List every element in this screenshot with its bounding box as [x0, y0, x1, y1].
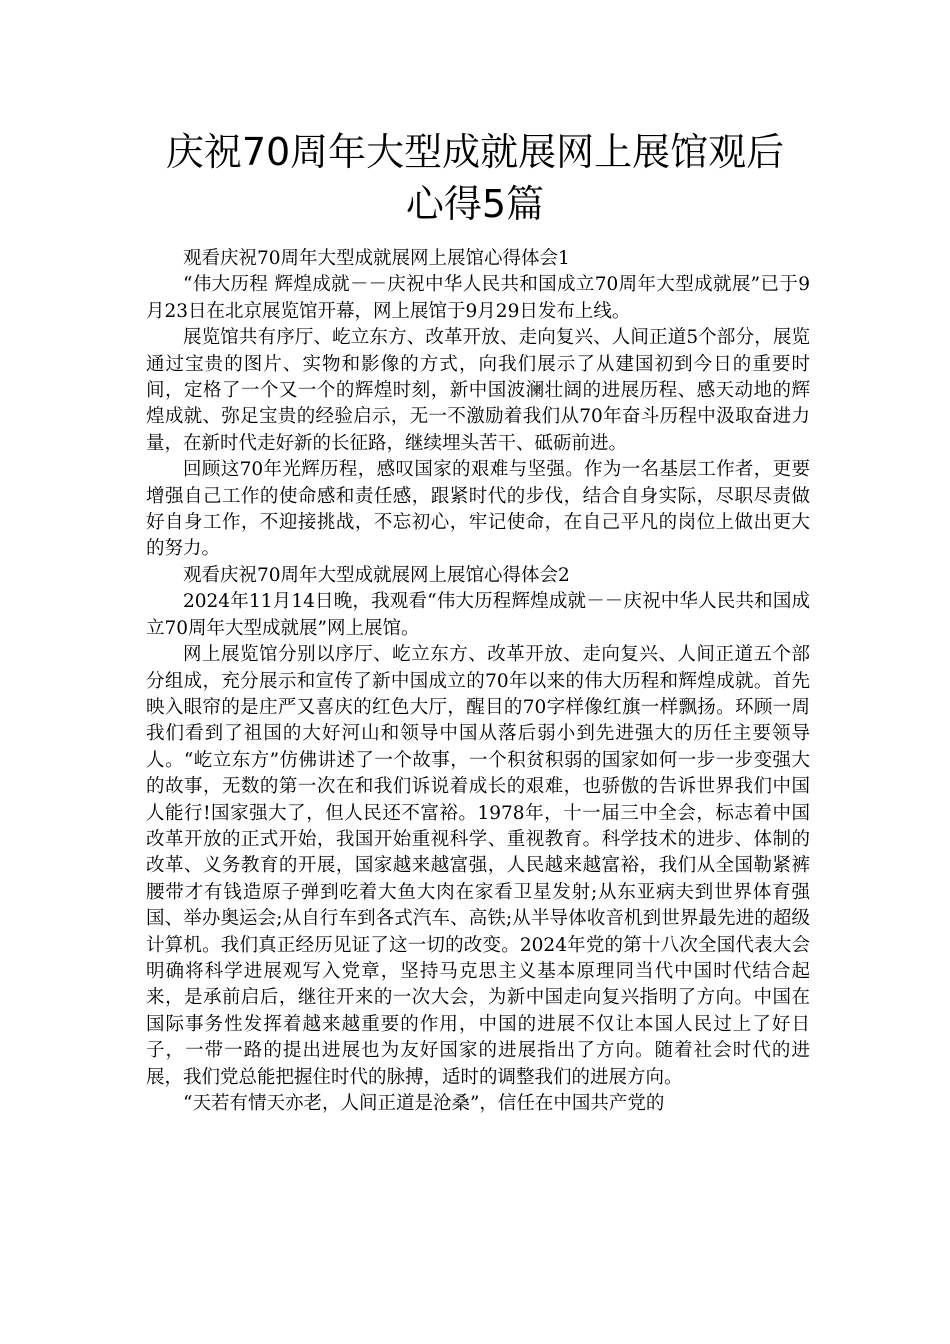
paragraph: 2024年11月14日晚，我观看“伟大历程辉煌成就－－庆祝中华人民共和国成立70周年大型成就展”网上展馆。	[146, 591, 810, 639]
paragraph: “伟大历程 辉煌成就－－庆祝中华人民共和国成立70周年大型成就展”已于9月23日在北京展览馆开幕，网上展馆于9月29日发布上线。	[146, 274, 810, 322]
paragraph: 网上展览馆分别以序厅、屹立东方、改革开放、走向复兴、人间正道五个部分组成，充分展示和宣传了新中国成立的70年以来的伟大历程和辉煌成就。首先映入眼帘的是庄严又喜庆的红色大厅，醒目的70字样像红旗一样飘扬。环顾一周我们看到了祖国的大好河山和领导中国从落后弱小到先进强大的历任主要领导人。“屹立东方”仿佛讲述了一个故事，一个积贫积弱的国家如何一步一步变强大的故事，无数的第一次在和我们诉说着成长的艰难，也骄傲的告诉世界我们中国人能行!国家强大了，但人民还不富裕。1978年，十一届三中全会，标志着中国改革开放的正式开始，我国开始重视科学、重视教育。科学技术的进步、体制的改革、义务教育的开展，国家越来越富强，人民越来越富裕，我们从全国勒紧裤腰带才有钱造原子弹到吃着大鱼大肉在家看卫星发射;从东亚病夫到世界体育强国、举办奥运会;从自行车到各式汽车、高铁;从半导体收音机到世界最先进的超级计算机。我们真正经历见证了这一切的改变。2024年党的第十八次全国代表大会明确将科学进展观写入党章，坚持马克思主义基本原理同当代中国时代结合起来，是承前启后，继往开来的一次大会，为新中国走向复兴指明了方向。中国在国际事务性发挥着越来越重要的作用，中国的进展不仅让本国人民过上了好日子，一带一路的提出进展也为友好国家的进展指出了方向。随着社会时代的进展，我们党总能把握住时代的脉搏，适时的调整我们的进展方向。	[146, 644, 810, 1088]
title-line-1: 庆祝70周年大型成就展网上展馆观后	[165, 130, 785, 174]
paragraph: “天若有情天亦老，人间正道是沧桑”，信任在中国共产党的	[183, 1093, 665, 1114]
section-heading-1: 观看庆祝70周年大型成就展网上展馆心得体会1	[183, 248, 570, 269]
paragraph: 展览馆共有序厅、屹立东方、改革开放、走向复兴、人间正道5个部分，展览通过宝贵的图片、实物和影像的方式，向我们展示了从建国初到今日的重要时间，定格了一个又一个的辉煌时刻，新中国波澜壮阔的进展历程、感天动地的辉煌成就、弥足宝贵的经验启示，无一不激励着我们从70年奋斗历程中汲取奋进力量，在新时代走好新的长征路，继续埋头苦干、砥砺前进。	[146, 327, 810, 454]
document-title	[0, 126, 950, 230]
paragraph: 回顾这70年光辉历程，感叹国家的艰难与坚强。作为一名基层工作者，更要增强自己工作的使命感和责任感，跟紧时代的步伐，结合自身实际，尽职尽责做好自身工作，不迎接挑战，不忘初心，牢记使命，在自己平凡的岗位上做出更大的努力。	[146, 459, 810, 560]
title-line-2: 心得5篇	[405, 182, 545, 226]
document-body	[146, 246, 810, 1117]
section-heading-2: 观看庆祝70周年大型成就展网上展馆心得体会2	[183, 564, 570, 586]
